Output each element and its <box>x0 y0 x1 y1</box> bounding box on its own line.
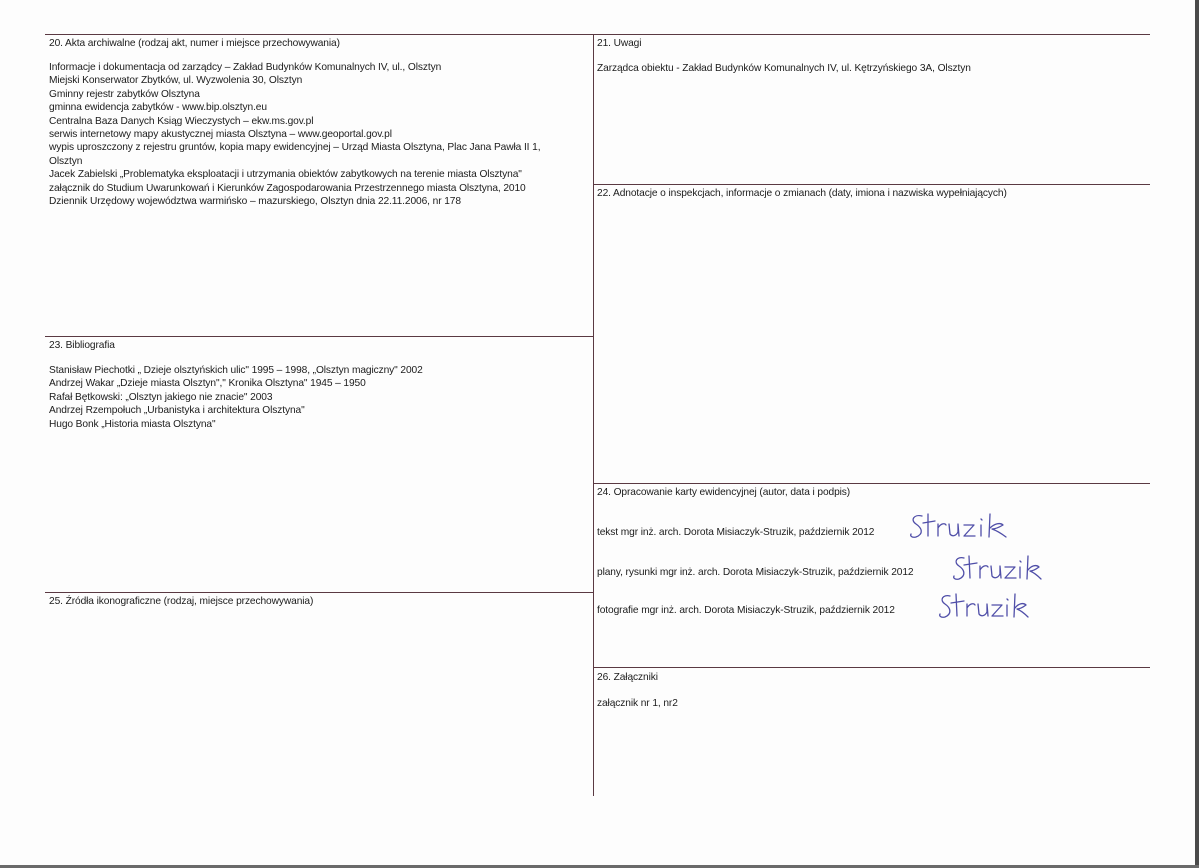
archive-line: Gminny rejestr zabytków Olsztyna <box>49 88 200 100</box>
rule-23 <box>45 336 593 337</box>
signature-3 <box>938 590 1030 624</box>
archive-line: Dziennik Urzędowy województwa warmińsko – mazurskiego, Olsztyn dnia 22.11.2006, nr 178 <box>49 196 461 208</box>
archive-line: Miejski Konserwator Zbytków, ul. Wyzwolenia 30, Olsztyn <box>49 75 303 87</box>
top-rule-left <box>45 34 593 35</box>
center-divider <box>593 34 594 796</box>
section-25-heading: 25. Źródła ikonograficzne (rodzaj, miejsce przechowywania) <box>49 596 314 607</box>
section-20-body <box>49 61 540 208</box>
author-entry-plans: plany, rysunki mgr inż. arch. Dorota Misiaczyk-Struzik, październik 2012 <box>597 567 914 578</box>
section-21-body: Zarządca obiektu - Zakład Budynków Komunalnych IV, ul. Kętrzyńskiego 3A, Olsztyn <box>597 63 971 74</box>
bibliography-line: Hugo Bonk „Historia miasta Olsztyna" <box>49 418 216 430</box>
section-24-heading: 24. Opracowanie karty ewidencyjnej (autor, data i podpis) <box>597 487 851 498</box>
scan-edge-right <box>1195 0 1199 868</box>
author-entry-photos: fotografie mgr inż. arch. Dorota Misiaczyk-Struzik, październik 2012 <box>597 605 895 616</box>
section-26-heading: 26. Załączniki <box>597 672 658 683</box>
rule-25 <box>45 592 593 593</box>
author-entry-text: tekst mgr inż. arch. Dorota Misiaczyk-Struzik, październik 2012 <box>597 527 875 538</box>
top-rule-right <box>593 34 1150 35</box>
signature-1 <box>908 510 1013 546</box>
bibliography-line: Andrzej Wakar „Dzieje miasta Olsztyn"," Kronika Olsztyna" 1945 – 1950 <box>49 378 366 390</box>
archive-line: gminna ewidencja zabytków - www.bip.olsztyn.eu <box>49 102 267 114</box>
section-26-body: załącznik nr 1, nr2 <box>597 698 678 709</box>
section-23-heading: 23. Bibliografia <box>49 340 115 351</box>
bibliography-line: Andrzej Rzempołuch „Urbanistyka i architektura Olsztyna" <box>49 405 305 417</box>
section-22-heading: 22. Adnotacje o inspekcjach, informacje o zmianach (daty, imiona i nazwiska wypełniających) <box>597 188 1007 199</box>
archive-line: Informacje i dokumentacja od zarządcy – Zakład Budynków Komunalnych IV, ul., Olsztyn <box>49 62 442 73</box>
archive-line: Jacek Zabielski „Problematyka eksploatacji i utrzymania obiektów zabytkowych na terenie miasta Olsztyna" <box>49 169 522 181</box>
archive-line: serwis internetowy mapy akustycznej miasta Olsztyna – www.geoportal.gov.pl <box>49 129 392 141</box>
archive-line: wypis uproszczony z rejestru gruntów, kopia mapy ewidencyjnej – Urząd Miasta Olsztyna, Plac Jana Pawła II 1, <box>49 142 541 154</box>
section-21-heading: 21. Uwagi <box>597 38 642 49</box>
archive-line: załącznik do Studium Uwarunkowań i Kierunków Zagospodarowania Przestrzennego miasta Olsztyna, 2010 <box>49 182 526 194</box>
bibliography-line: Stanisław Piechotki „ Dzieje olsztyńskich ulic" 1995 – 1998, „Olsztyn magiczny" 2002 <box>49 365 423 376</box>
signature-2 <box>952 550 1042 586</box>
rule-22 <box>593 184 1150 185</box>
bibliography-line: Rafał Bętkowski: „Olsztyn jakiego nie znacie" 2003 <box>49 391 273 403</box>
archive-line: Centralna Baza Danych Ksiąg Wieczystych – ekw.ms.gov.pl <box>49 115 314 127</box>
section-23-body <box>49 364 423 431</box>
section-20-heading: 20. Akta archiwalne (rodzaj akt, numer i miejsce przechowywania) <box>49 38 340 49</box>
rule-26 <box>593 667 1150 668</box>
rule-24 <box>593 483 1150 484</box>
archive-line: Olsztyn <box>49 155 83 167</box>
